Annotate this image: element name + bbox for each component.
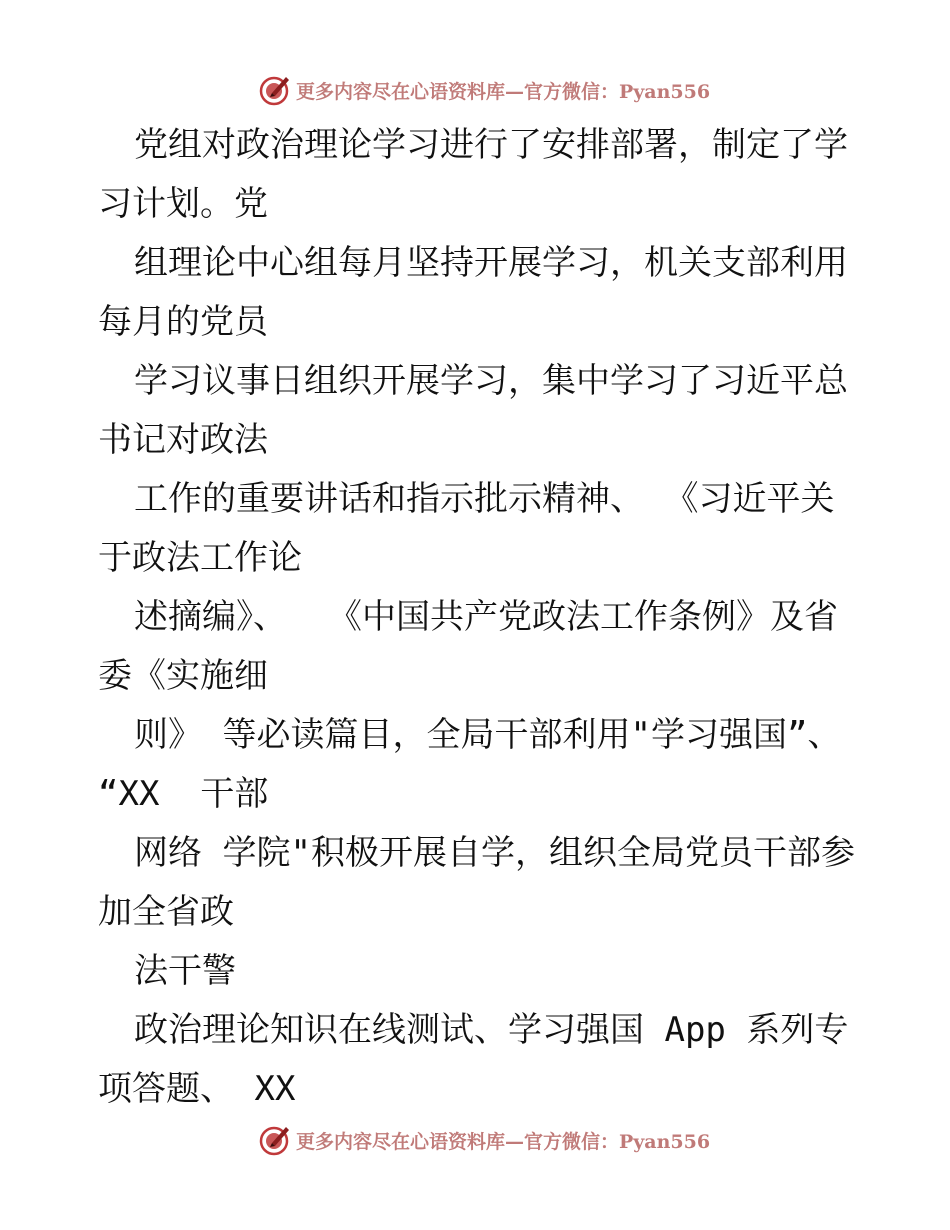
header-banner xyxy=(0,70,950,110)
header-banner-text: 更多内容尽在心语资料库—官方微信：Pyan556 xyxy=(295,80,711,103)
text-line: 项答题、 XX xyxy=(98,1069,296,1109)
text-line: 工作的重要讲话和指示批示精神、 《习近平关 xyxy=(134,479,835,519)
text-line: 书记对政法 xyxy=(98,420,268,460)
text-line: 法干警 xyxy=(134,951,236,991)
text-line: 加全省政 xyxy=(98,892,234,932)
text-line: 组理论中心组每月坚持开展学习，机关支部利用 xyxy=(134,243,848,283)
text-line: “XX 干部 xyxy=(98,774,269,814)
text-line: 则》 等必读篇目，全局干部利用"学习强国”、 xyxy=(134,715,842,755)
pen-logo-icon xyxy=(258,1123,292,1157)
text-line: 习计划。党 xyxy=(98,184,268,224)
footer-banner-text: 更多内容尽在心语资料库—官方微信：Pyan556 xyxy=(295,1130,711,1153)
text-line: 党组对政治理论学习进行了安排部署，制定了学 xyxy=(134,125,848,165)
text-line: 网络 学院"积极开展自学，组织全局党员干部参 xyxy=(134,833,855,873)
text-line: 委《实施细 xyxy=(98,656,268,696)
text-line: 于政法工作论 xyxy=(98,538,302,578)
text-line: 政治理论知识在线测试、学习强国 App 系列专 xyxy=(134,1010,849,1050)
body-text xyxy=(98,116,878,1119)
text-line: 每月的党员 xyxy=(98,302,268,342)
footer-banner xyxy=(0,1120,950,1160)
text-line: 学习议事日组织开展学习，集中学习了习近平总 xyxy=(134,361,848,401)
text-line: 述摘编》、 《中国共产党政法工作条例》及省 xyxy=(134,597,838,637)
pen-logo-icon xyxy=(258,73,292,107)
